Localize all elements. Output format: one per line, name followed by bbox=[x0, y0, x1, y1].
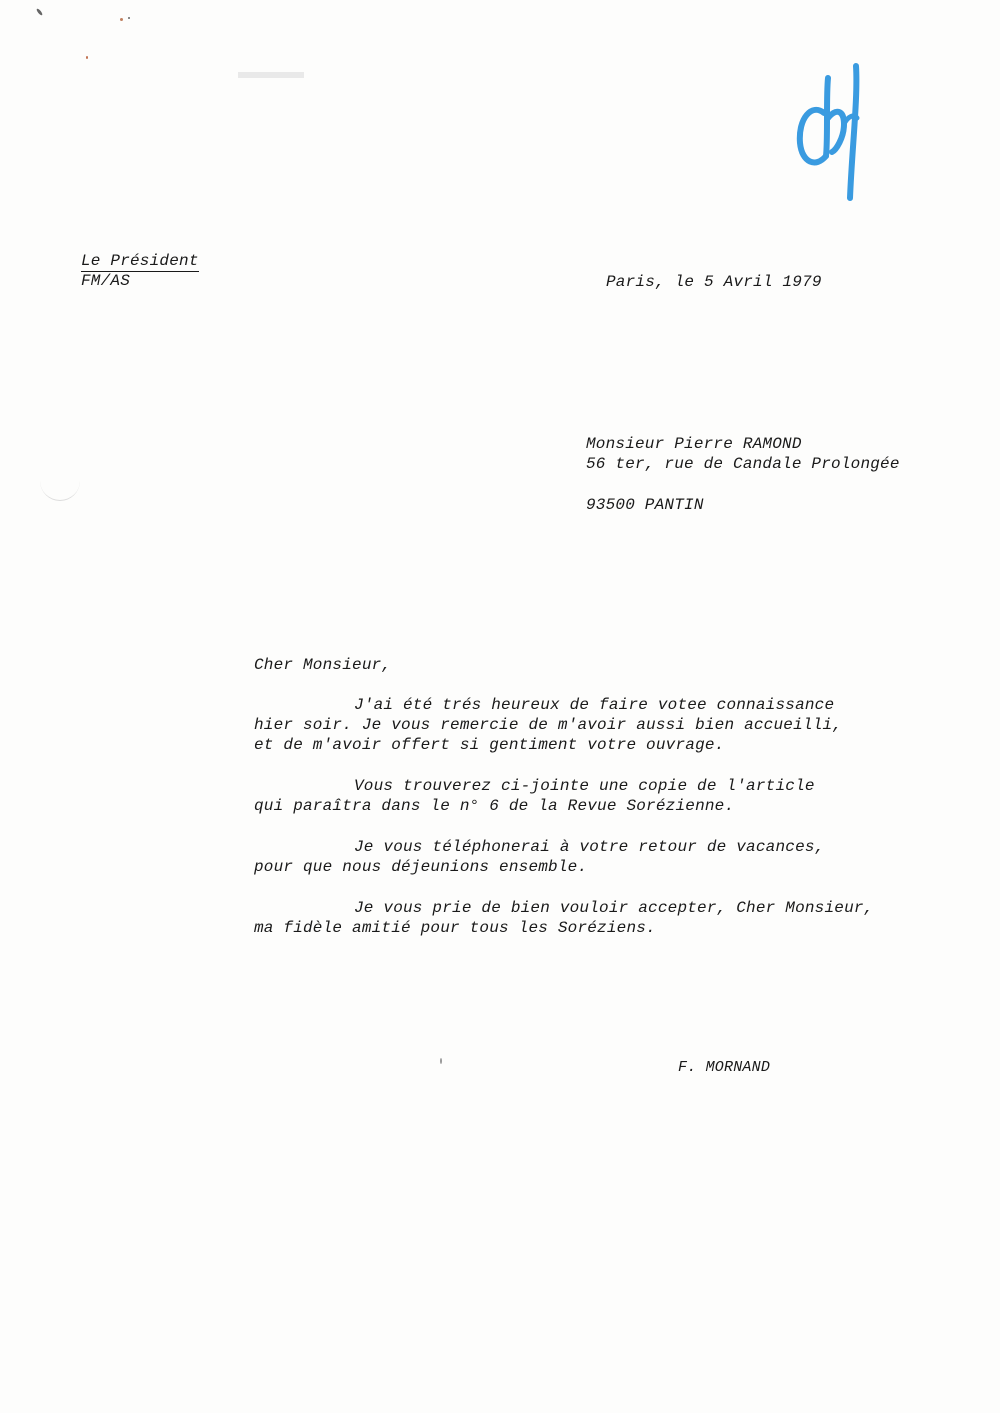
letter-date: Paris, le 5 Avril 1979 bbox=[606, 273, 822, 291]
handwritten-initials-icon bbox=[790, 58, 870, 208]
paper-speck bbox=[120, 18, 123, 21]
paragraph-line: Vous trouverez ci-jointe une copie de l'article bbox=[354, 777, 815, 795]
paragraph-line: pour que nous déjeunions ensemble. bbox=[254, 858, 588, 876]
paper-speck bbox=[86, 56, 88, 59]
recipient-street: 56 ter, rue de Candale Prolongée bbox=[586, 455, 900, 473]
paper-speck bbox=[36, 8, 43, 16]
signature-name: F. MORNAND bbox=[678, 1059, 771, 1076]
faint-stamp-mark bbox=[238, 72, 304, 78]
paper-speck bbox=[128, 17, 130, 19]
paragraph-line: hier soir. Je vous remercie de m'avoir aussi bien accueilli, bbox=[254, 716, 843, 734]
paragraph-line: et de m'avoir offert si gentiment votre ouvrage. bbox=[254, 736, 725, 754]
sender-title: Le Président bbox=[81, 252, 199, 270]
paragraph-line: ma fidèle amitié pour tous les Soréziens. bbox=[254, 919, 656, 937]
paper-speck bbox=[440, 1058, 442, 1064]
paper-fold-mark bbox=[40, 470, 80, 501]
paragraph-line: Je vous téléphonerai à votre retour de vacances, bbox=[354, 838, 825, 856]
recipient-city: 93500 PANTIN bbox=[586, 496, 704, 514]
sender-reference: FM/AS bbox=[81, 272, 131, 290]
salutation: Cher Monsieur, bbox=[254, 656, 392, 674]
paragraph-line: qui paraîtra dans le n° 6 de la Revue Sorézienne. bbox=[254, 797, 735, 815]
recipient-name: Monsieur Pierre RAMOND bbox=[586, 435, 802, 453]
paragraph-line: J'ai été trés heureux de faire votee connaissance bbox=[354, 696, 835, 714]
paragraph-line: Je vous prie de bien vouloir accepter, Cher Monsieur, bbox=[354, 899, 874, 917]
